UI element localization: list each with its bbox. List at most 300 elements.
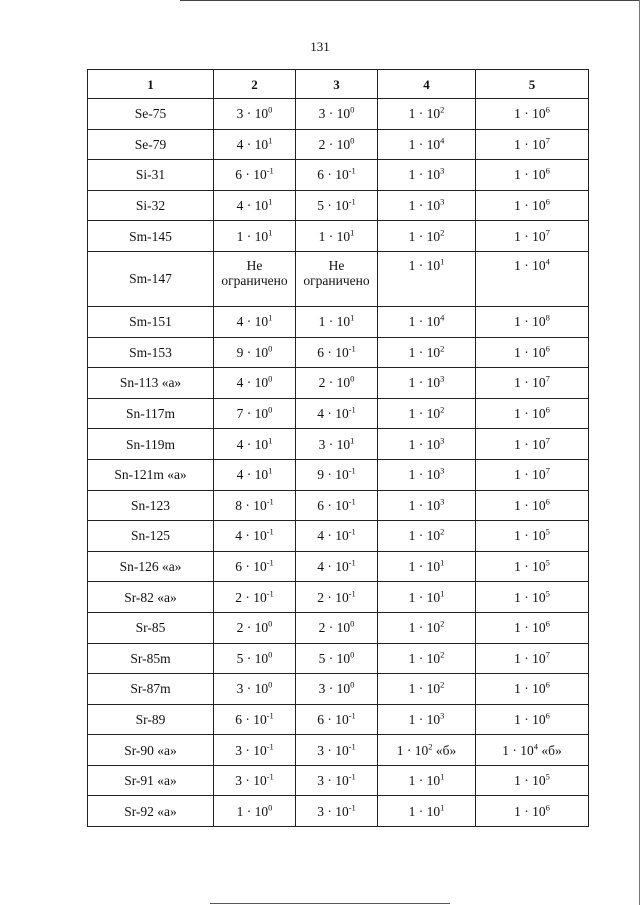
value-cell-col-2 bbox=[214, 643, 296, 674]
value-cell-col-3 bbox=[296, 612, 378, 643]
value-cell-col-3 bbox=[296, 368, 378, 399]
value-base: 9 · 10 bbox=[236, 344, 269, 360]
value-cell-col-2 bbox=[214, 551, 296, 582]
value-exponent: 4 bbox=[440, 312, 445, 323]
value-exponent: 6 bbox=[545, 679, 550, 690]
value-cell-col-2 bbox=[214, 398, 296, 429]
value-cell-col-4 bbox=[378, 643, 476, 674]
value-base: 1 · 10 bbox=[514, 711, 546, 727]
value-base: 1 · 10 bbox=[514, 198, 546, 214]
table-row bbox=[88, 221, 589, 252]
nuclide-table bbox=[87, 69, 589, 827]
header-col-5: 5 bbox=[476, 70, 589, 99]
value-exponent: -1 bbox=[266, 710, 274, 721]
value-cell-col-5 bbox=[476, 674, 589, 705]
nuclide-cell: Sn-119m bbox=[88, 429, 214, 460]
value-base: 3 · 10 bbox=[235, 742, 267, 758]
value-cell-col-5 bbox=[476, 490, 589, 521]
value-base: 2 · 10 bbox=[318, 375, 351, 391]
value-exponent: 5 bbox=[545, 771, 550, 782]
value-cell-col-3 bbox=[296, 490, 378, 521]
value-cell-col-3 bbox=[296, 796, 378, 827]
value-exponent: 0 bbox=[268, 373, 273, 384]
value-exponent: 2 bbox=[440, 343, 445, 354]
value-exponent: 6 bbox=[545, 104, 550, 115]
value-cell-col-3 bbox=[296, 429, 378, 460]
value-exponent: -1 bbox=[348, 557, 356, 568]
value-base: 1 · 10 bbox=[408, 106, 441, 122]
value-cell-col-4 bbox=[378, 796, 476, 827]
value-exponent: 3 bbox=[440, 496, 445, 507]
value-exponent: 2 bbox=[440, 104, 445, 115]
value-exponent: 0 bbox=[350, 679, 355, 690]
value-base: 2 · 10 bbox=[317, 589, 349, 605]
value-exponent: 2 bbox=[440, 618, 445, 629]
value-exponent: 4 bbox=[545, 256, 550, 267]
value-cell-col-5 bbox=[476, 582, 589, 613]
value-base: 1 · 10 bbox=[502, 742, 534, 758]
value-exponent: 0 bbox=[268, 679, 273, 690]
value-base: 4 · 10 bbox=[236, 436, 269, 452]
value-base: 9 · 10 bbox=[317, 467, 349, 483]
value-exponent: -1 bbox=[266, 588, 274, 599]
value-cell-col-4 bbox=[378, 429, 476, 460]
value-cell-col-5 bbox=[476, 765, 589, 796]
value-cell-col-3 bbox=[296, 221, 378, 252]
nuclide-cell: Sn-113 «а» bbox=[88, 368, 214, 399]
value-footnote: «б» bbox=[538, 742, 562, 758]
value-cell-col-5 bbox=[476, 643, 589, 674]
value-base: 4 · 10 bbox=[317, 406, 349, 422]
value-cell-col-3 bbox=[296, 398, 378, 429]
value-cell-col-2 bbox=[214, 306, 296, 337]
value-exponent: -1 bbox=[348, 710, 356, 721]
value-exponent: 1 bbox=[440, 557, 445, 568]
table-header-row bbox=[88, 70, 589, 99]
value-cell-col-3 bbox=[296, 99, 378, 130]
value-exponent: 0 bbox=[268, 343, 273, 354]
value-cell-col-3 bbox=[296, 643, 378, 674]
value-exponent: 5 bbox=[545, 526, 550, 537]
value-cell-col-2 bbox=[214, 582, 296, 613]
value-base: 1 · 10 bbox=[514, 257, 546, 273]
value-base: 1 · 10 bbox=[408, 589, 441, 605]
value-base: 1 · 10 bbox=[514, 136, 546, 152]
value-cell-col-5 bbox=[476, 221, 589, 252]
value-base: 1 · 10 bbox=[408, 559, 441, 575]
value-cell-col-4 bbox=[378, 251, 476, 306]
value-cell-col-2 bbox=[214, 704, 296, 735]
value-cell-col-5 bbox=[476, 337, 589, 368]
value-base: 1 · 10 bbox=[408, 711, 441, 727]
value-cell-col-5 bbox=[476, 306, 589, 337]
value-base: 1 · 10 bbox=[408, 198, 441, 214]
value-exponent: 6 bbox=[545, 404, 550, 415]
value-base: 1 · 10 bbox=[514, 406, 546, 422]
value-exponent: 6 bbox=[545, 165, 550, 176]
value-exponent: -1 bbox=[348, 771, 356, 782]
value-base: 1 · 10 bbox=[236, 228, 269, 244]
table-row bbox=[88, 765, 589, 796]
value-exponent: -1 bbox=[266, 496, 274, 507]
value-base: 4 · 10 bbox=[236, 136, 269, 152]
value-cell-col-5 bbox=[476, 398, 589, 429]
value-exponent: -1 bbox=[266, 741, 274, 752]
page-number: 131 bbox=[310, 39, 330, 54]
value-cell-col-5 bbox=[476, 129, 589, 160]
value-base: 6 · 10 bbox=[317, 497, 349, 513]
value-exponent: -1 bbox=[348, 526, 356, 537]
table-row bbox=[88, 368, 589, 399]
value-exponent: 6 bbox=[545, 343, 550, 354]
table-row bbox=[88, 704, 589, 735]
value-cell-col-4 bbox=[378, 704, 476, 735]
value-base: 1 · 10 bbox=[514, 467, 546, 483]
table-row bbox=[88, 643, 589, 674]
table-row bbox=[88, 521, 589, 552]
value-exponent: 0 bbox=[350, 618, 355, 629]
value-exponent: -1 bbox=[348, 196, 356, 207]
value-cell-col-4 bbox=[378, 99, 476, 130]
value-base: 4 · 10 bbox=[236, 198, 269, 214]
value-exponent: 1 bbox=[350, 435, 355, 446]
value-base: 4 · 10 bbox=[236, 375, 269, 391]
value-base: 1 · 10 bbox=[408, 620, 441, 636]
value-cell-col-4 bbox=[378, 459, 476, 490]
value-cell-col-4 bbox=[378, 129, 476, 160]
value-exponent: 1 bbox=[268, 465, 273, 476]
value-base: 3 · 10 bbox=[236, 106, 269, 122]
header-col-2: 2 bbox=[214, 70, 296, 99]
value-base: 2 · 10 bbox=[318, 620, 351, 636]
value-exponent: 6 bbox=[545, 496, 550, 507]
value-exponent: 1 bbox=[440, 588, 445, 599]
value-footnote: «б» bbox=[432, 742, 457, 758]
value-exponent: -1 bbox=[348, 465, 356, 476]
value-exponent: 6 bbox=[545, 196, 550, 207]
value-base: 2 · 10 bbox=[235, 589, 267, 605]
value-exponent: 2 bbox=[440, 404, 445, 415]
table-row bbox=[88, 796, 589, 827]
value-base: 6 · 10 bbox=[317, 344, 349, 360]
value-exponent: 2 bbox=[440, 526, 445, 537]
value-exponent: 3 bbox=[440, 435, 445, 446]
value-cell-col-2 bbox=[214, 99, 296, 130]
value-base: 1 · 10 bbox=[408, 228, 441, 244]
value-cell-col-3 bbox=[296, 735, 378, 766]
value-exponent: 7 bbox=[545, 435, 550, 446]
table-row bbox=[88, 160, 589, 191]
nuclide-cell: Sr-89 bbox=[88, 704, 214, 735]
value-exponent: 4 bbox=[533, 741, 538, 752]
value-exponent: 1 bbox=[440, 802, 445, 813]
value-base: 1 · 10 bbox=[514, 650, 546, 666]
value-exponent: 3 bbox=[440, 165, 445, 176]
value-exponent: 1 bbox=[268, 312, 273, 323]
table-row bbox=[88, 99, 589, 130]
value-cell-col-3 bbox=[296, 160, 378, 191]
header-col-1: 1 bbox=[88, 70, 214, 99]
value-cell-col-2 bbox=[214, 674, 296, 705]
value-cell-col-2 bbox=[214, 796, 296, 827]
value-base: 1 · 10 bbox=[514, 344, 546, 360]
nuclide-cell: Sr-85 bbox=[88, 612, 214, 643]
value-cell-col-5 bbox=[476, 160, 589, 191]
value-exponent: 3 bbox=[440, 710, 445, 721]
nuclide-cell: Sr-92 «а» bbox=[88, 796, 214, 827]
value-base: 1 · 10 bbox=[514, 497, 546, 513]
value-cell-col-5 bbox=[476, 99, 589, 130]
value-exponent: 8 bbox=[545, 312, 550, 323]
value-base: 1 · 10 bbox=[408, 528, 441, 544]
value-cell-col-5 bbox=[476, 368, 589, 399]
value-cell-col-2 bbox=[214, 429, 296, 460]
value-base: 1 · 10 bbox=[408, 314, 441, 330]
value-base: 3 · 10 bbox=[317, 803, 349, 819]
table-row bbox=[88, 612, 589, 643]
value-cell-col-2: Не ограничено bbox=[214, 251, 296, 306]
value-exponent: -1 bbox=[348, 802, 356, 813]
value-cell-col-4 bbox=[378, 337, 476, 368]
value-exponent: 7 bbox=[545, 649, 550, 660]
value-base: 1 · 10 bbox=[408, 773, 441, 789]
value-exponent: 7 bbox=[545, 227, 550, 238]
value-base: 1 · 10 bbox=[514, 681, 546, 697]
table-row bbox=[88, 459, 589, 490]
value-exponent: 0 bbox=[268, 404, 273, 415]
value-exponent: 0 bbox=[350, 135, 355, 146]
value-base: 4 · 10 bbox=[317, 528, 349, 544]
value-base: 3 · 10 bbox=[318, 681, 351, 697]
value-base: 1 · 10 bbox=[514, 314, 546, 330]
value-exponent: 0 bbox=[268, 649, 273, 660]
value-exponent: -1 bbox=[266, 165, 274, 176]
value-exponent: -1 bbox=[266, 771, 274, 782]
value-cell-col-3 bbox=[296, 551, 378, 582]
value-cell-col-2 bbox=[214, 337, 296, 368]
value-cell-col-4 bbox=[378, 765, 476, 796]
value-base: 1 · 10 bbox=[514, 803, 546, 819]
value-exponent: -1 bbox=[348, 404, 356, 415]
value-base: 6 · 10 bbox=[317, 167, 349, 183]
value-base: 3 · 10 bbox=[317, 773, 349, 789]
value-cell-col-4 bbox=[378, 398, 476, 429]
value-base: 2 · 10 bbox=[318, 136, 351, 152]
value-exponent: 1 bbox=[268, 196, 273, 207]
value-cell-col-4 bbox=[378, 582, 476, 613]
table-row bbox=[88, 582, 589, 613]
table-row bbox=[88, 251, 589, 306]
value-cell-col-3 bbox=[296, 306, 378, 337]
value-cell-col-5 bbox=[476, 190, 589, 221]
value-exponent: 1 bbox=[268, 227, 273, 238]
nuclide-cell: Sn-123 bbox=[88, 490, 214, 521]
nuclide-cell: Sr-82 «а» bbox=[88, 582, 214, 613]
value-base: 1 · 10 bbox=[408, 497, 441, 513]
value-base: 1 · 10 bbox=[408, 375, 441, 391]
value-exponent: 1 bbox=[440, 771, 445, 782]
header-col-4: 4 bbox=[378, 70, 476, 99]
value-exponent: 2 bbox=[440, 227, 445, 238]
value-cell-col-5 bbox=[476, 459, 589, 490]
value-base: 7 · 10 bbox=[236, 406, 269, 422]
value-base: 1 · 10 bbox=[514, 375, 546, 391]
nuclide-cell: Sr-87m bbox=[88, 674, 214, 705]
table-row bbox=[88, 674, 589, 705]
value-exponent: 6 bbox=[545, 710, 550, 721]
table-row bbox=[88, 429, 589, 460]
nuclide-cell: Si-32 bbox=[88, 190, 214, 221]
value-exponent: 1 bbox=[268, 435, 273, 446]
nuclide-cell: Si-31 bbox=[88, 160, 214, 191]
value-base: 5 · 10 bbox=[317, 198, 349, 214]
value-base: 1 · 10 bbox=[408, 436, 441, 452]
nuclide-cell: Se-75 bbox=[88, 99, 214, 130]
value-exponent: 6 bbox=[545, 802, 550, 813]
value-base: 1 · 10 bbox=[408, 136, 441, 152]
value-cell-col-2 bbox=[214, 490, 296, 521]
value-exponent: 5 bbox=[545, 588, 550, 599]
value-cell-col-4 bbox=[378, 490, 476, 521]
value-base: 1 · 10 bbox=[514, 528, 546, 544]
value-exponent: -1 bbox=[266, 557, 274, 568]
value-exponent: 0 bbox=[350, 373, 355, 384]
header-col-3: 3 bbox=[296, 70, 378, 99]
value-cell-col-3 bbox=[296, 129, 378, 160]
value-base: 1 · 10 bbox=[236, 803, 269, 819]
table-row bbox=[88, 490, 589, 521]
value-cell-col-5 bbox=[476, 429, 589, 460]
value-exponent: 1 bbox=[268, 135, 273, 146]
value-base: 4 · 10 bbox=[235, 528, 267, 544]
value-cell-col-3 bbox=[296, 674, 378, 705]
value-base: 1 · 10 bbox=[514, 559, 546, 575]
value-base: 1 · 10 bbox=[514, 228, 546, 244]
value-cell-col-4 bbox=[378, 368, 476, 399]
value-base: 3 · 10 bbox=[235, 773, 267, 789]
value-base: 1 · 10 bbox=[408, 406, 441, 422]
value-base: 4 · 10 bbox=[236, 314, 269, 330]
value-cell-col-2 bbox=[214, 765, 296, 796]
value-cell-col-3 bbox=[296, 337, 378, 368]
value-cell-col-3 bbox=[296, 190, 378, 221]
scan-edge-bottom bbox=[210, 903, 450, 904]
value-cell-col-2 bbox=[214, 160, 296, 191]
value-exponent: -1 bbox=[348, 741, 356, 752]
value-exponent: -1 bbox=[266, 526, 274, 537]
nuclide-cell: Sm-153 bbox=[88, 337, 214, 368]
nuclide-cell: Sm-151 bbox=[88, 306, 214, 337]
value-cell-col-5 bbox=[476, 251, 589, 306]
value-cell-col-5 bbox=[476, 521, 589, 552]
value-cell-col-4 bbox=[378, 190, 476, 221]
value-cell-col-5 bbox=[476, 704, 589, 735]
value-base: 3 · 10 bbox=[317, 742, 349, 758]
value-base: 2 · 10 bbox=[236, 620, 269, 636]
table-body bbox=[88, 99, 589, 827]
value-exponent: 0 bbox=[268, 618, 273, 629]
value-base: 6 · 10 bbox=[317, 711, 349, 727]
table-row bbox=[88, 337, 589, 368]
nuclide-cell: Sr-91 «а» bbox=[88, 765, 214, 796]
value-base: 1 · 10 bbox=[514, 167, 546, 183]
value-cell-col-2 bbox=[214, 735, 296, 766]
value-cell-col-2 bbox=[214, 521, 296, 552]
value-exponent: 2 bbox=[440, 649, 445, 660]
value-base: 4 · 10 bbox=[317, 559, 349, 575]
value-base: 1 · 10 bbox=[318, 228, 351, 244]
value-exponent: 4 bbox=[440, 135, 445, 146]
value-base: 6 · 10 bbox=[235, 167, 267, 183]
value-exponent: 3 bbox=[440, 465, 445, 476]
value-cell-col-3 bbox=[296, 582, 378, 613]
nuclide-cell: Sn-121m «а» bbox=[88, 459, 214, 490]
scan-edge-top bbox=[180, 0, 640, 1]
value-base: 1 · 10 bbox=[514, 773, 546, 789]
value-cell-col-2 bbox=[214, 368, 296, 399]
value-base: 5 · 10 bbox=[236, 650, 269, 666]
nuclide-cell: Sn-117m bbox=[88, 398, 214, 429]
value-exponent: 3 bbox=[440, 373, 445, 384]
value-cell-col-3 bbox=[296, 765, 378, 796]
value-base: 1 · 10 bbox=[514, 436, 546, 452]
table-row bbox=[88, 190, 589, 221]
nuclide-cell: Sn-126 «а» bbox=[88, 551, 214, 582]
table-row bbox=[88, 398, 589, 429]
value-exponent: 0 bbox=[350, 104, 355, 115]
value-cell-col-3 bbox=[296, 459, 378, 490]
value-cell-col-4 bbox=[378, 551, 476, 582]
value-exponent: -1 bbox=[348, 343, 356, 354]
value-base: 1 · 10 bbox=[408, 167, 441, 183]
value-cell-col-5 bbox=[476, 612, 589, 643]
value-cell-col-4 bbox=[378, 735, 476, 766]
value-base: 6 · 10 bbox=[235, 559, 267, 575]
value-base: 3 · 10 bbox=[318, 436, 351, 452]
nuclide-cell: Se-79 bbox=[88, 129, 214, 160]
value-base: 1 · 10 bbox=[514, 589, 546, 605]
value-base: 3 · 10 bbox=[318, 106, 351, 122]
value-cell-col-5 bbox=[476, 551, 589, 582]
value-base: 4 · 10 bbox=[236, 467, 269, 483]
value-exponent: -1 bbox=[348, 165, 356, 176]
nuclide-cell: Sm-145 bbox=[88, 221, 214, 252]
value-cell-col-4 bbox=[378, 160, 476, 191]
value-base: 1 · 10 bbox=[318, 314, 351, 330]
value-exponent: 5 bbox=[545, 557, 550, 568]
value-cell-col-4 bbox=[378, 521, 476, 552]
value-exponent: -1 bbox=[348, 496, 356, 507]
nuclide-cell: Sm-147 bbox=[88, 251, 214, 306]
nuclide-cell: Sr-85m bbox=[88, 643, 214, 674]
table-row bbox=[88, 306, 589, 337]
value-cell-col-3 bbox=[296, 704, 378, 735]
nuclide-cell: Sr-90 «а» bbox=[88, 735, 214, 766]
value-exponent: 7 bbox=[545, 373, 550, 384]
value-cell-col-2 bbox=[214, 221, 296, 252]
value-base: 1 · 10 bbox=[408, 681, 441, 697]
value-exponent: -1 bbox=[348, 588, 356, 599]
value-exponent: 1 bbox=[440, 256, 445, 267]
value-cell-col-4 bbox=[378, 221, 476, 252]
value-exponent: 0 bbox=[268, 104, 273, 115]
value-base: 1 · 10 bbox=[408, 257, 441, 273]
value-exponent: 3 bbox=[440, 196, 445, 207]
value-base: 8 · 10 bbox=[235, 497, 267, 513]
value-base: 1 · 10 bbox=[408, 803, 441, 819]
value-cell-col-3: Не ограничено bbox=[296, 251, 378, 306]
value-base: 1 · 10 bbox=[514, 106, 546, 122]
